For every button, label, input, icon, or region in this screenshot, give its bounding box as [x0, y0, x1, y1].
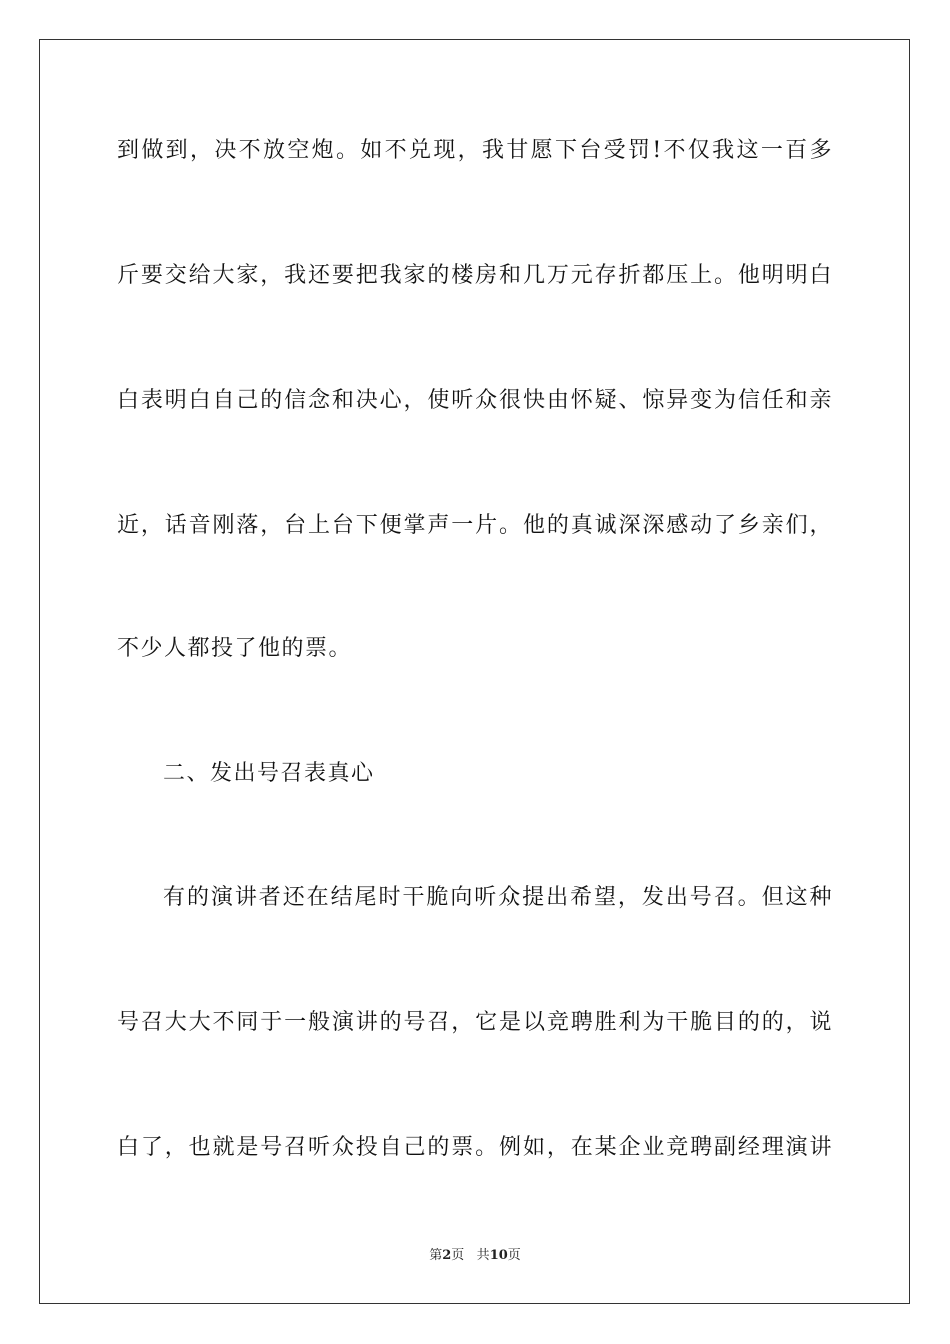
text-line: 号召大大不同于一般演讲的号召，它是以竞聘胜利为干脆目的的，说 [117, 1010, 833, 1035]
footer-total-prefix: 共 [476, 1248, 490, 1263]
text-line: 不少人都投了他的票。 [117, 636, 353, 661]
page-border [39, 39, 910, 1304]
footer-total-suffix: 页 [507, 1248, 521, 1263]
text-line: 斤要交给大家，我还要把我家的楼房和几万元存折都压上。他明明白 [117, 263, 833, 288]
section-heading: 二、发出号召表真心 [163, 761, 375, 786]
footer-page-prefix: 第 [429, 1248, 443, 1263]
footer-total-pages: 10 [489, 1248, 508, 1263]
text-line: 有的演讲者还在结尾时干脆向听众提出希望，发出号召。但这种 [163, 885, 833, 910]
text-line: 近，话音刚落，台上台下便掌声一片。他的真诚深深感动了乡亲们， [117, 513, 833, 538]
footer-page-suffix: 页 [451, 1248, 465, 1263]
text-line: 白了，也就是号召听众投自己的票。例如，在某企业竞聘副经理演讲 [117, 1135, 833, 1160]
page-footer [0, 1247, 950, 1265]
text-line: 白表明白自己的信念和决心，使听众很快由怀疑、惊异变为信任和亲 [117, 388, 833, 413]
text-line: 到做到，决不放空炮。如不兑现，我甘愿下台受罚!不仅我这一百多 [117, 138, 833, 163]
footer-page-number: 2 [442, 1248, 452, 1263]
